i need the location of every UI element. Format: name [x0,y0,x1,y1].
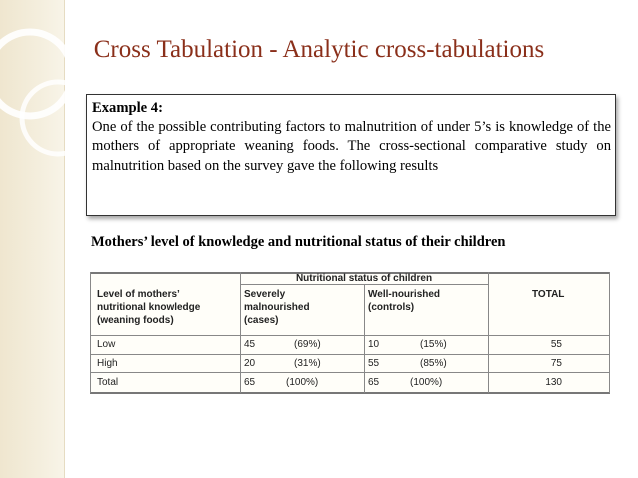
table-rule [90,272,91,393]
total-header: TOTAL [532,289,565,300]
severe-header-line: (cases) [244,315,279,326]
severe-count: 65 [244,377,256,388]
well-count: 10 [368,339,380,350]
example-heading: Example 4: [92,100,163,116]
table-rule [240,272,241,393]
well-percent: (85%) [420,358,447,369]
group-header: Nutritional status of children [295,273,433,284]
slide-title: Cross Tabulation - Analytic cross-tabulations [93,36,545,63]
row-total: 75 [550,358,562,369]
example-body: One of the possible contributing factors to malnutrition of under 5’s is knowledge of the mothers of appropriate weaning foods. The cross-sectional comparative study on malnutrition based on the survey gave the following results [92,119,611,174]
row-total: 55 [550,339,562,350]
row-total: 130 [545,377,562,388]
severe-header-line: Severely [244,289,286,300]
well-percent: (100%) [410,377,443,388]
row-header-line: nutritional knowledge [97,302,201,313]
severe-count: 20 [244,358,256,369]
table-rule [90,354,610,355]
severe-percent: (100%) [286,377,319,388]
table-rule [90,372,610,373]
table-rule [609,272,610,393]
severe-percent: (69%) [294,339,321,350]
well-count: 55 [368,358,380,369]
severe-header-line: malnourished [244,302,310,313]
well-header-line: (controls) [368,302,415,313]
well-count: 65 [368,377,380,388]
well-percent: (15%) [420,339,447,350]
well-header-line: Well-nourished [368,289,441,300]
row-label: Low [97,339,116,350]
severe-percent: (31%) [294,358,321,369]
row-label: Total [97,377,119,388]
table-title: Mothers’ level of knowledge and nutritional status of their children [91,234,506,250]
decorative-circles [0,0,80,478]
table-rule [90,335,610,336]
table-rule [488,272,489,393]
table-rule [364,284,365,393]
severe-count: 45 [244,339,256,350]
row-label: High [97,358,118,369]
row-header-line: (weaning foods) [97,315,174,326]
table-rule [90,392,610,394]
row-header-line: Level of mothers’ [97,289,180,300]
cross-tabulation-table [90,272,610,394]
example-box [86,94,616,216]
